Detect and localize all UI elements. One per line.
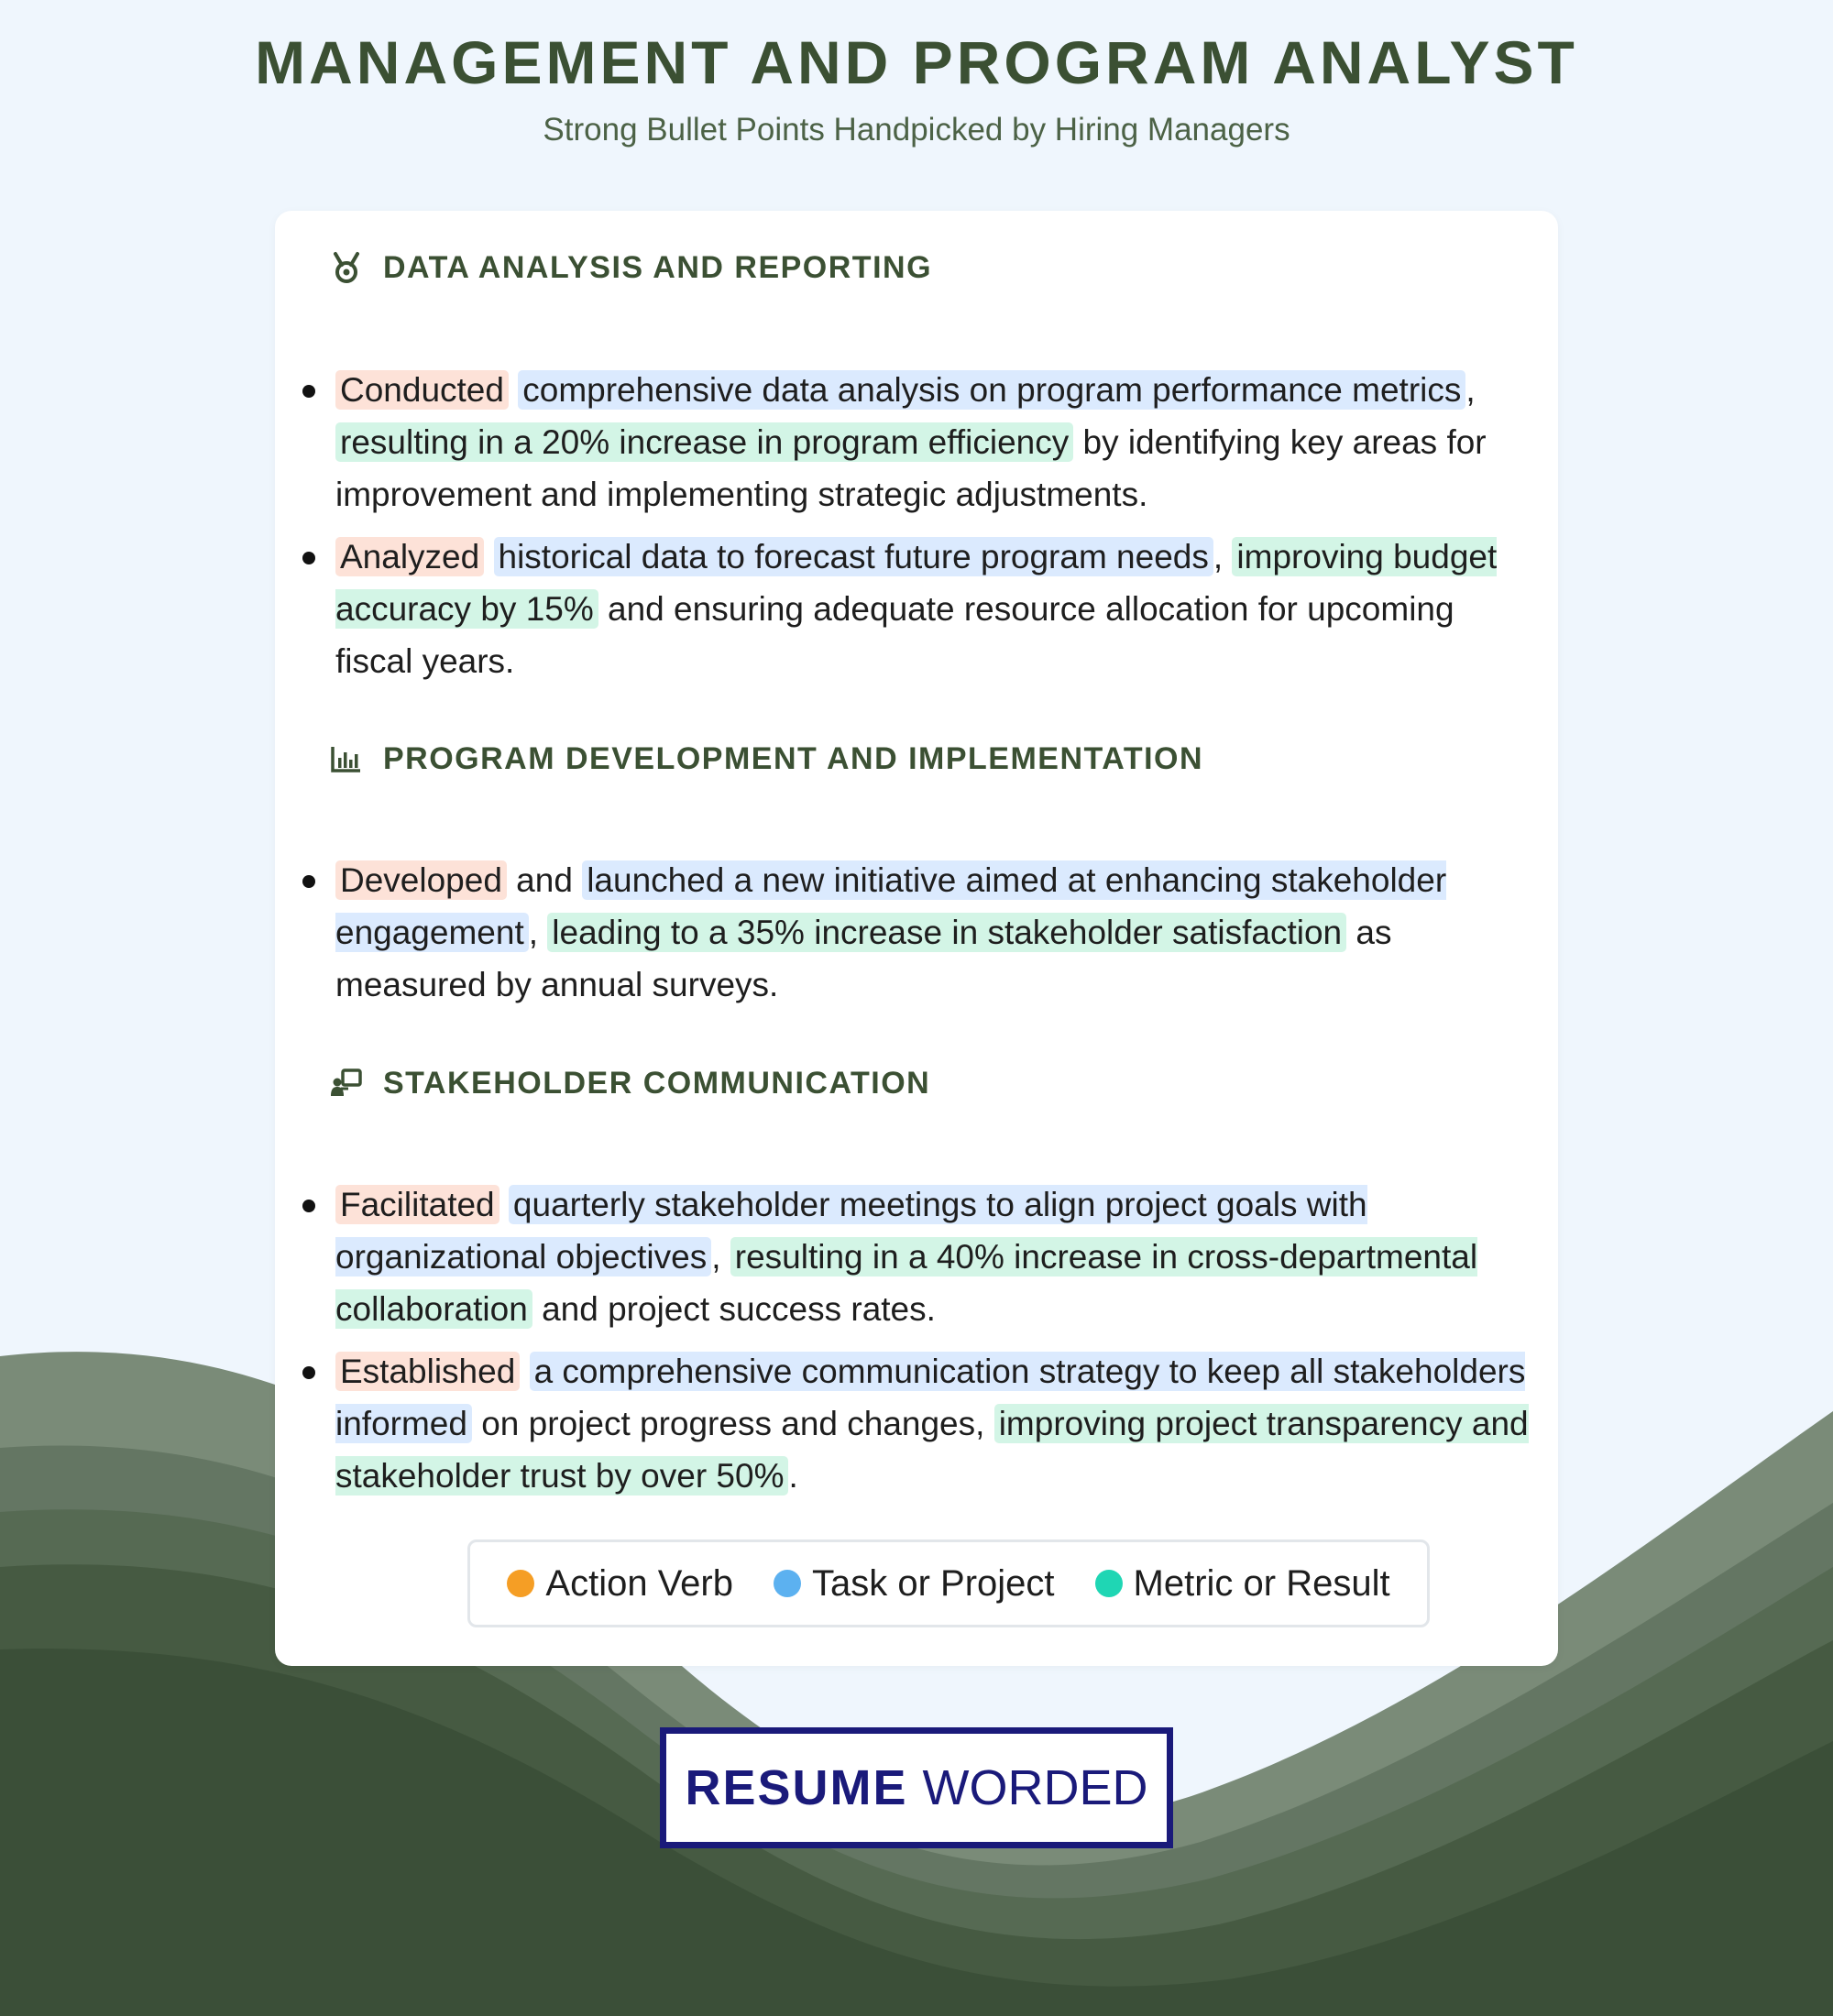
section-header — [330, 739, 1203, 779]
section-title: DATA ANALYSIS AND REPORTING — [383, 249, 933, 285]
metric-highlight: improving budget accuracy by 15% — [335, 538, 1498, 628]
orange-dot-icon — [507, 1570, 534, 1597]
highlight-legend — [467, 1539, 1430, 1627]
logo-text-light: WORDED — [922, 1760, 1148, 1815]
bullet-item — [275, 1345, 1558, 1502]
action-verb-highlight: Developed — [335, 860, 507, 900]
legend-item-metric — [1095, 1563, 1390, 1605]
action-verb-highlight: Conducted — [335, 370, 509, 410]
legend-item-action-verb — [507, 1563, 733, 1605]
metric-highlight: leading to a 35% increase in stakeholder satisfaction — [547, 913, 1346, 952]
bullet-text: on project progress and changes, — [471, 1405, 994, 1442]
legend-item-task — [774, 1563, 1055, 1605]
bullet-text — [520, 1353, 529, 1390]
medal-icon — [330, 251, 363, 284]
task-highlight: quarterly stakeholder meetings to align project goals with organizational objectives — [335, 1186, 1367, 1276]
bullet-list — [275, 364, 1558, 697]
bullet-text: by identifying key areas for improvement and implementing strategic adjustments. — [335, 423, 1487, 513]
metric-highlight: improving project transparency and stakeholder trust by over 50% — [335, 1405, 1529, 1495]
task-highlight: a comprehensive communication strategy to keep all stakeholders informed — [335, 1353, 1526, 1442]
resume-worded-logo — [660, 1727, 1173, 1848]
bullet-text: as measured by annual surveys. — [335, 914, 1392, 1003]
bullet-text — [499, 1186, 509, 1223]
metric-highlight: resulting in a 20% increase in program efficiency — [335, 422, 1073, 462]
bullet-text: and project success rates. — [532, 1290, 936, 1328]
legend-label: Metric or Result — [1133, 1562, 1390, 1604]
section-title: STAKEHOLDER COMMUNICATION — [383, 1065, 931, 1101]
presenter-icon — [330, 1067, 363, 1100]
bar-chart-icon — [330, 742, 363, 775]
bullet-text: , — [528, 914, 548, 951]
bullet-text — [484, 538, 493, 575]
bullet-list — [275, 1178, 1558, 1512]
bullet-item — [275, 1178, 1558, 1335]
bullet-text — [509, 371, 518, 409]
section-header — [330, 1063, 930, 1103]
section-header — [330, 247, 932, 288]
bullet-item — [275, 364, 1558, 520]
bullet-text: , — [1213, 538, 1233, 575]
task-highlight: historical data to forecast future program needs — [494, 537, 1213, 576]
bullet-list — [275, 854, 1558, 1021]
task-highlight: launched a new initiative aimed at enhancing stakeholder engagement — [335, 861, 1447, 951]
bullet-text: and ensuring adequate resource allocation for upcoming fiscal years. — [335, 590, 1454, 680]
page-title: MANAGEMENT AND PROGRAM ANALYST — [255, 28, 1578, 96]
bullet-text: , — [1465, 371, 1476, 409]
task-highlight: comprehensive data analysis on program performance metrics — [518, 370, 1465, 410]
action-verb-highlight: Facilitated — [335, 1185, 499, 1224]
teal-dot-icon — [1095, 1570, 1123, 1597]
bullet-text: , — [711, 1238, 730, 1276]
bullet-item — [275, 854, 1558, 1011]
blue-dot-icon — [774, 1570, 801, 1597]
action-verb-highlight: Established — [335, 1352, 520, 1391]
legend-label: Action Verb — [545, 1562, 733, 1604]
section-title: PROGRAM DEVELOPMENT AND IMPLEMENTATION — [383, 740, 1204, 776]
action-verb-highlight: Analyzed — [335, 537, 484, 576]
logo-text-strong: RESUME — [685, 1760, 908, 1815]
bullet-points-card — [275, 211, 1558, 1666]
bullet-text: . — [788, 1457, 798, 1495]
metric-highlight: resulting in a 40% increase in cross-departmental collaboration — [335, 1238, 1478, 1328]
page-subtitle: Strong Bullet Points Handpicked by Hiring Managers — [543, 112, 1290, 148]
bullet-item — [275, 531, 1558, 687]
bullet-text: and — [506, 861, 583, 899]
legend-label: Task or Project — [811, 1562, 1055, 1604]
